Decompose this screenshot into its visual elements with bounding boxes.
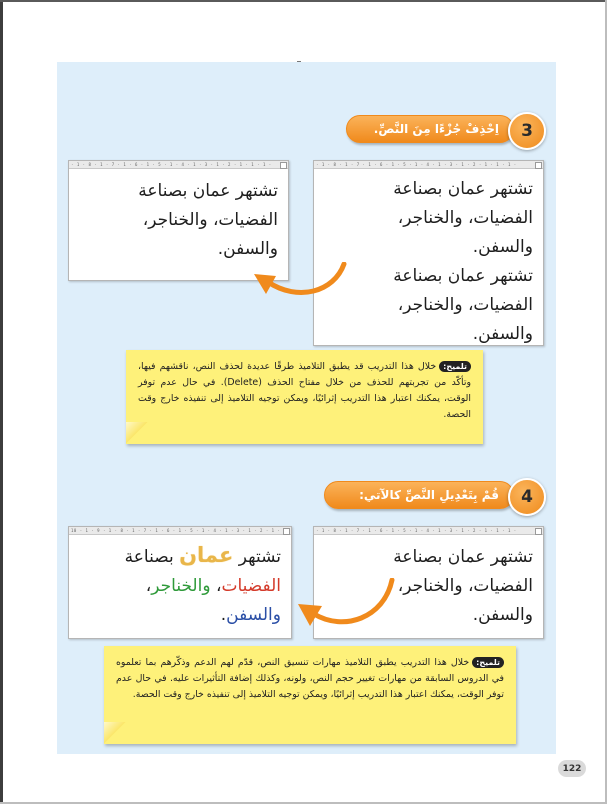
page-curl bbox=[126, 422, 148, 444]
text-green: والخناجر bbox=[151, 576, 211, 596]
text-plain: . bbox=[220, 605, 227, 625]
page-top-border bbox=[0, 0, 607, 2]
ruler-scale: 10 · 1 · 9 · 1 · 8 · 1 · 7 · 1 · 6 · 1 · 5 · 1 · 4 · 1 · 3 · 1 · 2 · 1 · bbox=[71, 528, 281, 533]
page-curl bbox=[104, 722, 126, 744]
text-line: الفضيات، والخناجر، bbox=[142, 210, 278, 230]
ruler bbox=[69, 161, 288, 169]
text-plain: ، bbox=[210, 576, 222, 596]
text-line: تشتهر عمان بصناعة bbox=[393, 266, 533, 286]
ruler bbox=[69, 527, 291, 535]
ruler bbox=[314, 161, 543, 169]
ruler-scale: · 1 · 8 · 1 · 7 · 1 · 6 · 1 · 5 · 1 · 4 · 1 · 3 · 1 · 2 · 1 · 1 · 1 · bbox=[316, 162, 517, 167]
step-4-arrow-icon bbox=[294, 578, 398, 636]
step-3-title-text: اِحْذِفْ جُزْءًا مِنَ النَّصِّ. bbox=[373, 122, 499, 136]
ruler-scale: · 1 · 8 · 1 · 7 · 1 · 6 · 1 · 5 · 1 · 4 · 1 · 3 · 1 · 2 · 1 · 1 · 1 · bbox=[71, 162, 272, 167]
step-4-number bbox=[508, 478, 546, 516]
ruler-indent-marker bbox=[283, 528, 290, 535]
text-plain: تشتهر bbox=[233, 547, 281, 567]
tip-label: تلميح: bbox=[439, 361, 471, 372]
page-number bbox=[558, 760, 586, 777]
formatted-line-3 bbox=[125, 601, 281, 630]
text-line: الفضيات، والخناجر، bbox=[397, 208, 533, 228]
ruler-indent-marker bbox=[280, 162, 287, 169]
tip-text: خلال هذا التدريب يطبق التلاميذ مهارات تنسيق النص، قدّم لهم الدعم وذكّرهم بما تعلموه في الدروس السابقة من مهارات تغيير حجم النص، ولونه، وكذلك إضافة التأثيرات عليه. في حال عدم توفر الوقت، يمكنك اعتبار هذا التدريب إثرائيًا، ويمكن توجيه التلاميذ إلى تنفيذه خارج وقت الحصة. bbox=[116, 657, 504, 700]
step-4-tip-note bbox=[104, 646, 516, 744]
text-line: الفضيات، والخناجر، bbox=[397, 576, 533, 596]
ruler-scale: · 1 · 8 · 1 · 7 · 1 · 6 · 1 · 5 · 1 · 4 · 1 · 3 · 1 · 2 · 1 · 1 · 1 · bbox=[316, 528, 517, 533]
text-line: تشتهر عمان بصناعة bbox=[393, 547, 533, 567]
text-line: الفضيات، والخناجر، bbox=[397, 295, 533, 315]
formatted-line-2 bbox=[125, 572, 281, 601]
page-number-text: 122 bbox=[562, 763, 582, 774]
step-3-number-text: 3 bbox=[521, 121, 533, 141]
tip-label: تلميح: bbox=[472, 657, 504, 668]
text-line: والسفن. bbox=[472, 237, 533, 257]
text-plain: بصناعة bbox=[124, 547, 180, 567]
text-line: والسفن. bbox=[472, 324, 533, 344]
document-text bbox=[393, 175, 533, 349]
text-plain: ، bbox=[145, 576, 152, 596]
text-line: تشتهر عمان بصناعة bbox=[393, 179, 533, 199]
step-4-title bbox=[324, 481, 514, 509]
ruler-indent-marker bbox=[535, 162, 542, 169]
tip-text: خلال هذا التدريب قد يطبق التلاميذ طرقًا عديدة لحذف النص، ناقشهم فيها، وتأكّد من تجربتهم للحذف من خلال مفتاح الحذف (Delete). في حال عدم توفر الوقت، يمكنك اعتبار هذا التدريب إثرائيًا، ويمكن توجيه التلاميذ إلى تنفيذه خارج وقت الحصة. bbox=[138, 361, 472, 420]
ruler-indent-marker bbox=[535, 528, 542, 535]
step-3-tip-note bbox=[126, 350, 483, 444]
text-line: والسفن. bbox=[472, 605, 533, 625]
text-line: والسفن. bbox=[217, 239, 278, 259]
step-4-number-text: 4 bbox=[521, 487, 533, 507]
formatted-line-1 bbox=[125, 541, 281, 572]
ruler bbox=[314, 527, 543, 535]
text-highlighted-gold: عمان bbox=[179, 543, 234, 567]
text-line: تشتهر عمان بصناعة bbox=[138, 181, 278, 201]
step-3-before-editor bbox=[313, 160, 544, 346]
step-4-after-editor bbox=[68, 526, 292, 639]
step-3-number bbox=[508, 112, 546, 150]
top-mark bbox=[297, 61, 301, 62]
page-left-border bbox=[0, 0, 3, 804]
step-4-title-text: قُمْ بِتَعْدِيلِ النَّصِّ كالآتي: bbox=[359, 488, 499, 502]
document-text bbox=[138, 177, 278, 264]
step-3-arrow-icon bbox=[248, 262, 348, 304]
document-text bbox=[393, 543, 533, 630]
document-text bbox=[125, 541, 281, 630]
step-3-title bbox=[346, 115, 514, 143]
text-blue: والسفن bbox=[226, 605, 281, 625]
text-red: الفضيات bbox=[221, 576, 281, 596]
